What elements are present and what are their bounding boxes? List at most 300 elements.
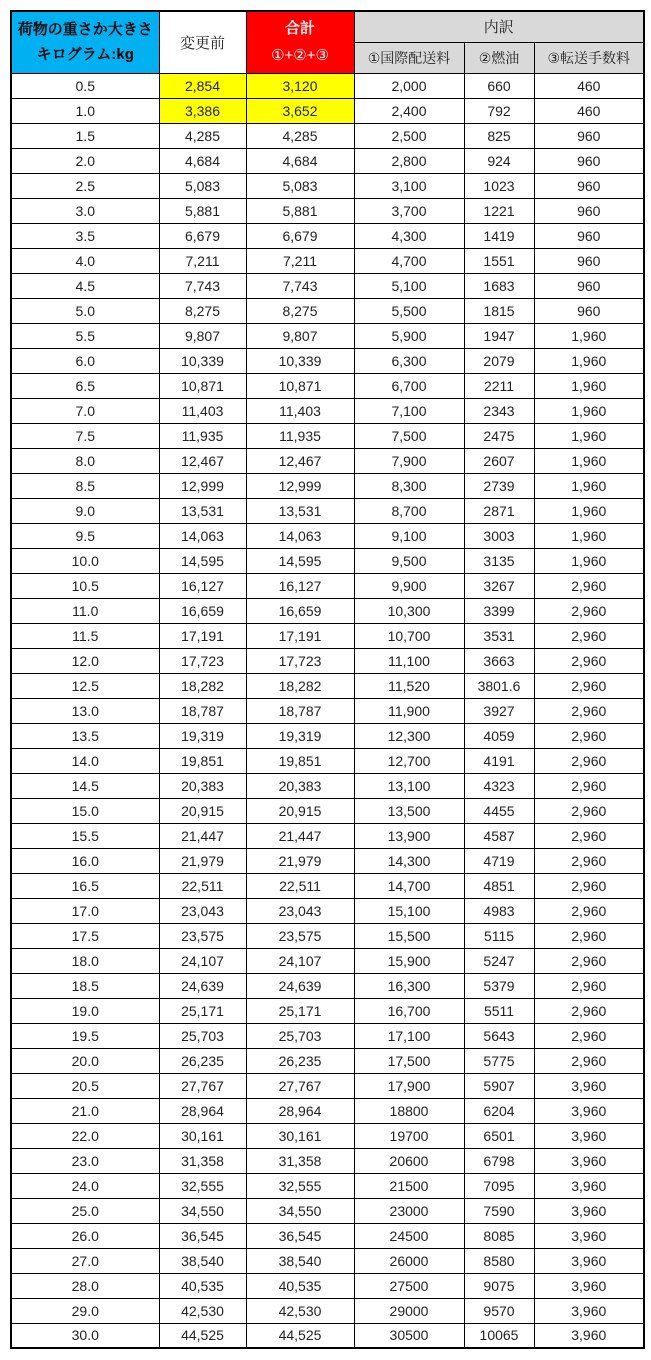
cell-fuel-surcharge: 1221 [464,198,534,223]
cell-weight: 21.0 [11,1098,159,1123]
cell-before: 17,723 [159,648,246,673]
cell-weight: 18.0 [11,948,159,973]
cell-weight: 25.0 [11,1198,159,1223]
cell-weight: 8.0 [11,448,159,473]
cell-forwarding-fee: 2,960 [534,1048,644,1073]
cell-fuel-surcharge: 4719 [464,848,534,873]
cell-forwarding-fee: 460 [534,73,644,98]
cell-intl-shipping: 2,800 [354,148,464,173]
cell-before: 30,161 [159,1123,246,1148]
cell-fuel-surcharge: 4059 [464,723,534,748]
cell-total: 10,871 [246,373,354,398]
table-row [11,323,644,348]
table-row [11,148,644,173]
cell-total: 24,107 [246,948,354,973]
cell-total: 40,535 [246,1273,354,1298]
table-row [11,248,644,273]
table-row [11,448,644,473]
cell-before: 21,979 [159,848,246,873]
cell-weight: 28.0 [11,1273,159,1298]
cell-weight: 7.0 [11,398,159,423]
cell-total: 12,999 [246,473,354,498]
header-total-label: 合計 [284,20,315,38]
cell-before: 18,787 [159,698,246,723]
cell-fuel-surcharge: 2739 [464,473,534,498]
cell-intl-shipping: 2,000 [354,73,464,98]
cell-before: 18,282 [159,673,246,698]
cell-intl-shipping: 10,700 [354,623,464,648]
header-weight-line2: キログラム:kg [36,46,134,64]
cell-weight: 10.0 [11,548,159,573]
cell-fuel-surcharge: 5115 [464,923,534,948]
cell-fuel-surcharge: 924 [464,148,534,173]
cell-weight: 6.0 [11,348,159,373]
cell-total: 30,161 [246,1123,354,1148]
table-row [11,1148,644,1173]
cell-weight: 26.0 [11,1223,159,1248]
header-total-formula: ①+②+③ [271,47,329,65]
cell-total: 32,555 [246,1173,354,1198]
cell-fuel-surcharge: 2607 [464,448,534,473]
cell-fuel-surcharge: 5907 [464,1073,534,1098]
cell-before: 14,595 [159,548,246,573]
cell-forwarding-fee: 3,960 [534,1173,644,1198]
cell-intl-shipping: 7,900 [354,448,464,473]
cell-before: 24,639 [159,973,246,998]
cell-before: 44,525 [159,1323,246,1348]
cell-before: 7,211 [159,248,246,273]
cell-before: 20,383 [159,773,246,798]
cell-total: 18,787 [246,698,354,723]
cell-before: 38,540 [159,1248,246,1273]
cell-fuel-surcharge: 5511 [464,998,534,1023]
cell-before: 25,703 [159,1023,246,1048]
cell-forwarding-fee: 3,960 [534,1323,644,1348]
table-row [11,198,644,223]
cell-intl-shipping: 6,700 [354,373,464,398]
cell-total: 14,063 [246,523,354,548]
cell-forwarding-fee: 960 [534,298,644,323]
cell-weight: 22.0 [11,1123,159,1148]
cell-before: 4,285 [159,123,246,148]
cell-total: 3,652 [246,98,354,123]
cell-before: 12,999 [159,473,246,498]
cell-before: 23,043 [159,898,246,923]
cell-forwarding-fee: 1,960 [534,548,644,573]
cell-fuel-surcharge: 1815 [464,298,534,323]
table-row [11,748,644,773]
cell-fuel-surcharge: 6798 [464,1148,534,1173]
cell-before: 10,871 [159,373,246,398]
cell-forwarding-fee: 2,960 [534,873,644,898]
cell-forwarding-fee: 2,960 [534,773,644,798]
cell-intl-shipping: 14,300 [354,848,464,873]
cell-intl-shipping: 13,900 [354,823,464,848]
table-row [11,73,644,98]
cell-forwarding-fee: 2,960 [534,823,644,848]
cell-fuel-surcharge: 4587 [464,823,534,848]
cell-weight: 17.5 [11,923,159,948]
cell-forwarding-fee: 960 [534,248,644,273]
table-row [11,398,644,423]
header-weight [11,11,159,73]
cell-before: 25,171 [159,998,246,1023]
table-row [11,523,644,548]
cell-intl-shipping: 17,900 [354,1073,464,1098]
cell-total: 21,447 [246,823,354,848]
table-row [11,573,644,598]
cell-intl-shipping: 26000 [354,1248,464,1273]
cell-forwarding-fee: 2,960 [534,948,644,973]
cell-intl-shipping: 27500 [354,1273,464,1298]
cell-weight: 3.0 [11,198,159,223]
cell-total: 8,275 [246,298,354,323]
cell-before: 34,550 [159,1198,246,1223]
cell-forwarding-fee: 2,960 [534,623,644,648]
cell-weight: 5.5 [11,323,159,348]
cell-weight: 9.5 [11,523,159,548]
cell-intl-shipping: 19700 [354,1123,464,1148]
cell-before: 6,679 [159,223,246,248]
cell-fuel-surcharge: 792 [464,98,534,123]
table-row [11,348,644,373]
cell-before: 10,339 [159,348,246,373]
cell-total: 20,915 [246,798,354,823]
cell-before: 28,964 [159,1098,246,1123]
cell-intl-shipping: 2,400 [354,98,464,123]
cell-before: 9,807 [159,323,246,348]
table-row [11,273,644,298]
cell-forwarding-fee: 1,960 [534,473,644,498]
cell-weight: 29.0 [11,1298,159,1323]
cell-total: 18,282 [246,673,354,698]
cell-total: 4,684 [246,148,354,173]
table-row [11,773,644,798]
cell-forwarding-fee: 1,960 [534,323,644,348]
cell-total: 16,659 [246,598,354,623]
cell-weight: 9.0 [11,498,159,523]
cell-forwarding-fee: 2,960 [534,973,644,998]
cell-forwarding-fee: 2,960 [534,923,644,948]
cell-weight: 23.0 [11,1148,159,1173]
cell-total: 22,511 [246,873,354,898]
cell-total: 25,703 [246,1023,354,1048]
cell-fuel-surcharge: 3003 [464,523,534,548]
cell-fuel-surcharge: 6204 [464,1098,534,1123]
header-total [246,11,354,73]
table-row [11,948,644,973]
cell-intl-shipping: 5,100 [354,273,464,298]
cell-weight: 14.5 [11,773,159,798]
cell-weight: 0.5 [11,73,159,98]
cell-intl-shipping: 8,700 [354,498,464,523]
cell-intl-shipping: 13,100 [354,773,464,798]
cell-intl-shipping: 11,900 [354,698,464,723]
table-row [11,173,644,198]
cell-fuel-surcharge: 5775 [464,1048,534,1073]
cell-fuel-surcharge: 3927 [464,698,534,723]
cell-weight: 14.0 [11,748,159,773]
header-breakdown-group: 内訳 [354,11,644,42]
cell-total: 10,339 [246,348,354,373]
cell-intl-shipping: 12,700 [354,748,464,773]
cell-forwarding-fee: 2,960 [534,748,644,773]
cell-fuel-surcharge: 4851 [464,873,534,898]
cell-forwarding-fee: 3,960 [534,1123,644,1148]
table-row [11,698,644,723]
table-row [11,798,644,823]
cell-before: 21,447 [159,823,246,848]
cell-before: 27,767 [159,1073,246,1098]
cell-fuel-surcharge: 3135 [464,548,534,573]
cell-intl-shipping: 24500 [354,1223,464,1248]
cell-weight: 11.0 [11,598,159,623]
cell-forwarding-fee: 3,960 [534,1248,644,1273]
cell-weight: 13.0 [11,698,159,723]
table-row [11,623,644,648]
cell-total: 42,530 [246,1298,354,1323]
cell-before: 32,555 [159,1173,246,1198]
cell-before: 11,935 [159,423,246,448]
table-row [11,1023,644,1048]
cell-before: 16,659 [159,598,246,623]
cell-forwarding-fee: 1,960 [534,373,644,398]
cell-before: 19,851 [159,748,246,773]
cell-forwarding-fee: 2,960 [534,698,644,723]
cell-fuel-surcharge: 9570 [464,1298,534,1323]
table-row [11,1123,644,1148]
table-row [11,873,644,898]
cell-forwarding-fee: 3,960 [534,1273,644,1298]
cell-weight: 13.5 [11,723,159,748]
cell-total: 31,358 [246,1148,354,1173]
cell-forwarding-fee: 1,960 [534,348,644,373]
cell-fuel-surcharge: 4455 [464,798,534,823]
cell-fuel-surcharge: 10065 [464,1323,534,1348]
header-fuel-surcharge: ②燃油 [464,42,534,73]
table-row [11,548,644,573]
cell-before: 42,530 [159,1298,246,1323]
cell-forwarding-fee: 960 [534,148,644,173]
cell-weight: 3.5 [11,223,159,248]
cell-forwarding-fee: 2,960 [534,598,644,623]
cell-fuel-surcharge: 2079 [464,348,534,373]
cell-fuel-surcharge: 2475 [464,423,534,448]
table-row [11,1223,644,1248]
cell-weight: 11.5 [11,623,159,648]
cell-before: 26,235 [159,1048,246,1073]
cell-total: 17,191 [246,623,354,648]
cell-weight: 2.0 [11,148,159,173]
table-row [11,848,644,873]
cell-total: 6,679 [246,223,354,248]
cell-forwarding-fee: 460 [534,98,644,123]
cell-forwarding-fee: 3,960 [534,1223,644,1248]
cell-weight: 19.0 [11,998,159,1023]
cell-intl-shipping: 17,100 [354,1023,464,1048]
cell-forwarding-fee: 3,960 [534,1198,644,1223]
cell-intl-shipping: 15,100 [354,898,464,923]
cell-intl-shipping: 7,100 [354,398,464,423]
cell-fuel-surcharge: 825 [464,123,534,148]
cell-weight: 6.5 [11,373,159,398]
cell-total: 38,540 [246,1248,354,1273]
cell-before: 14,063 [159,523,246,548]
table-row [11,1098,644,1123]
cell-weight: 15.5 [11,823,159,848]
cell-total: 27,767 [246,1073,354,1098]
cell-intl-shipping: 15,500 [354,923,464,948]
cell-total: 12,467 [246,448,354,473]
cell-total: 17,723 [246,648,354,673]
cell-before: 2,854 [159,73,246,98]
cell-intl-shipping: 20600 [354,1148,464,1173]
cell-before: 5,881 [159,198,246,223]
cell-intl-shipping: 29000 [354,1298,464,1323]
cell-forwarding-fee: 1,960 [534,523,644,548]
cell-forwarding-fee: 960 [534,223,644,248]
cell-fuel-surcharge: 4323 [464,773,534,798]
cell-before: 31,358 [159,1148,246,1173]
cell-forwarding-fee: 960 [534,273,644,298]
cell-before: 3,386 [159,98,246,123]
cell-fuel-surcharge: 1419 [464,223,534,248]
cell-weight: 5.0 [11,298,159,323]
table-row [11,1248,644,1273]
table-row [11,498,644,523]
cell-intl-shipping: 30500 [354,1323,464,1348]
cell-intl-shipping: 13,500 [354,798,464,823]
table-row [11,823,644,848]
table-row [11,1048,644,1073]
table-row [11,1073,644,1098]
cell-weight: 1.5 [11,123,159,148]
cell-total: 7,743 [246,273,354,298]
table-row [11,598,644,623]
cell-fuel-surcharge: 5379 [464,973,534,998]
cell-weight: 10.5 [11,573,159,598]
cell-fuel-surcharge: 1683 [464,273,534,298]
table-row [11,723,644,748]
cell-fuel-surcharge: 8580 [464,1248,534,1273]
table-row [11,473,644,498]
cell-fuel-surcharge: 8085 [464,1223,534,1248]
cell-total: 19,319 [246,723,354,748]
header-intl-shipping: ①国際配送料 [354,42,464,73]
cell-weight: 18.5 [11,973,159,998]
cell-intl-shipping: 11,100 [354,648,464,673]
cell-total: 11,935 [246,423,354,448]
cell-intl-shipping: 8,300 [354,473,464,498]
cell-fuel-surcharge: 3663 [464,648,534,673]
cell-fuel-surcharge: 9075 [464,1273,534,1298]
cell-forwarding-fee: 2,960 [534,573,644,598]
cell-before: 19,319 [159,723,246,748]
cell-fuel-surcharge: 6501 [464,1123,534,1148]
cell-total: 20,383 [246,773,354,798]
cell-total: 44,525 [246,1323,354,1348]
cell-intl-shipping: 9,500 [354,548,464,573]
cell-fuel-surcharge: 5247 [464,948,534,973]
table-row [11,973,644,998]
cell-intl-shipping: 16,700 [354,998,464,1023]
cell-before: 7,743 [159,273,246,298]
table-row [11,923,644,948]
cell-weight: 4.5 [11,273,159,298]
cell-intl-shipping: 4,700 [354,248,464,273]
table-row [11,373,644,398]
cell-intl-shipping: 2,500 [354,123,464,148]
cell-weight: 16.0 [11,848,159,873]
cell-intl-shipping: 11,520 [354,673,464,698]
cell-fuel-surcharge: 3531 [464,623,534,648]
cell-fuel-surcharge: 4191 [464,748,534,773]
cell-intl-shipping: 15,900 [354,948,464,973]
cell-forwarding-fee: 960 [534,123,644,148]
cell-forwarding-fee: 960 [534,173,644,198]
table-row [11,673,644,698]
cell-total: 34,550 [246,1198,354,1223]
cell-forwarding-fee: 1,960 [534,498,644,523]
cell-forwarding-fee: 3,960 [534,1098,644,1123]
cell-fuel-surcharge: 2871 [464,498,534,523]
cell-weight: 30.0 [11,1323,159,1348]
cell-forwarding-fee: 2,960 [534,848,644,873]
cell-intl-shipping: 14,700 [354,873,464,898]
cell-weight: 19.5 [11,1023,159,1048]
cell-total: 36,545 [246,1223,354,1248]
cell-before: 23,575 [159,923,246,948]
cell-total: 23,575 [246,923,354,948]
cell-forwarding-fee: 1,960 [534,448,644,473]
cell-before: 36,545 [159,1223,246,1248]
cell-before: 16,127 [159,573,246,598]
cell-before: 24,107 [159,948,246,973]
table-row [11,998,644,1023]
cell-fuel-surcharge: 3399 [464,598,534,623]
cell-fuel-surcharge: 3801.6 [464,673,534,698]
cell-total: 9,807 [246,323,354,348]
table-row [11,1173,644,1198]
cell-total: 25,171 [246,998,354,1023]
cell-total: 13,531 [246,498,354,523]
cell-before: 11,403 [159,398,246,423]
cell-intl-shipping: 3,100 [354,173,464,198]
table-row [11,648,644,673]
cell-weight: 20.5 [11,1073,159,1098]
cell-weight: 1.0 [11,98,159,123]
header-weight-line1: 荷物の重さか大きさ [17,20,153,38]
table-row [11,1298,644,1323]
cell-intl-shipping: 5,500 [354,298,464,323]
table-row [11,298,644,323]
cell-intl-shipping: 12,300 [354,723,464,748]
cell-weight: 16.5 [11,873,159,898]
cell-before: 5,083 [159,173,246,198]
table-row [11,98,644,123]
table-row [11,123,644,148]
cell-fuel-surcharge: 1947 [464,323,534,348]
cell-fuel-surcharge: 3267 [464,573,534,598]
table-row [11,223,644,248]
cell-total: 11,403 [246,398,354,423]
cell-total: 3,120 [246,73,354,98]
cell-total: 21,979 [246,848,354,873]
cell-before: 22,511 [159,873,246,898]
shipping-rate-table [10,10,645,1349]
cell-intl-shipping: 10,300 [354,598,464,623]
cell-weight: 8.5 [11,473,159,498]
